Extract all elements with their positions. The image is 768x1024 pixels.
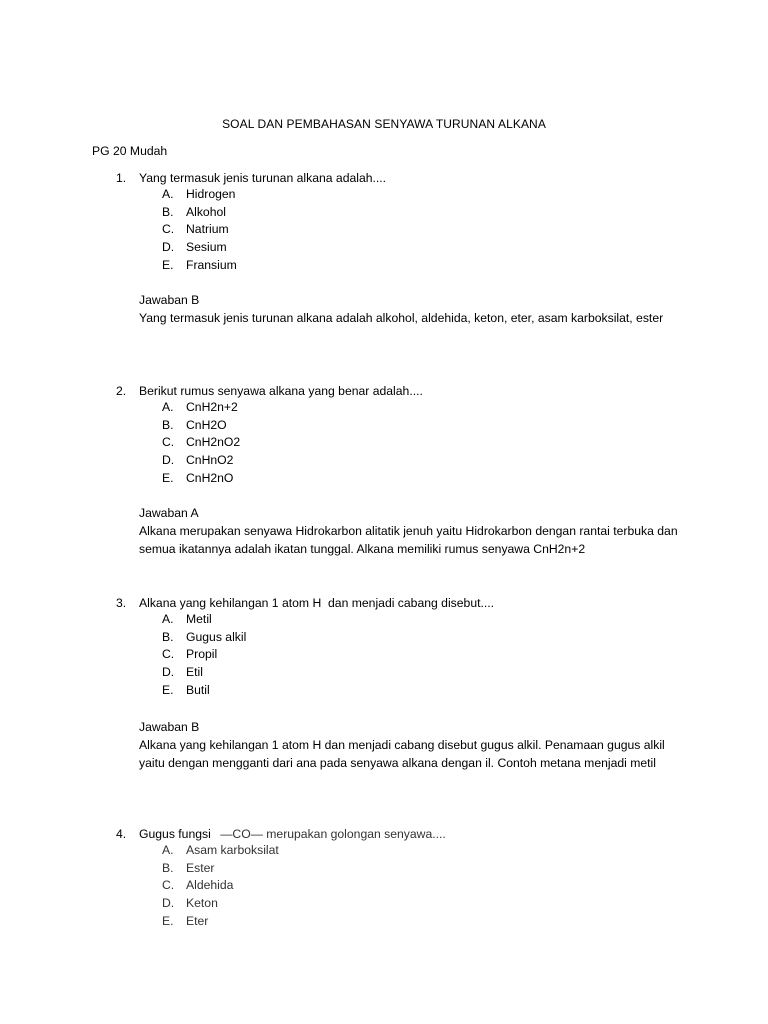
option: A. Metil <box>162 612 212 626</box>
option: E. CnH2nO <box>162 470 234 485</box>
question-text: Yang termasuk jenis turunan alkana adalah.... <box>139 171 387 185</box>
option: C. Aldehida <box>162 878 234 893</box>
option: C. Propil <box>162 647 218 662</box>
answer-label: Jawaban B <box>139 293 200 307</box>
option: B. Ester <box>162 860 215 875</box>
answer-explanation: Alkana yang kehilangan 1 atom H dan menjadi cabang disebut gugus alkil. Penamaan gugus alkil yaitu dengan mengganti dari ana pada senyawa alkana dengan il. Contoh metana menjadi metil <box>139 738 665 770</box>
question-number: 3. <box>116 596 127 610</box>
option: B. Alkohol <box>162 204 226 219</box>
answer-explanation: Yang termasuk jenis turunan alkana adalah alkohol, aldehida, keton, eter, asam karboksilat, ester <box>139 311 664 325</box>
section-heading: PG 20 Mudah <box>92 144 168 158</box>
option: D. Etil <box>162 665 203 680</box>
option: D. Keton <box>162 896 218 911</box>
option: B. CnH2O <box>162 417 227 432</box>
question-text-suffix: —CO— merupakan golongan senyawa.... <box>220 827 446 841</box>
options-list <box>162 399 240 487</box>
option: E. Fransium <box>162 257 237 272</box>
answer-block <box>139 504 679 558</box>
question-number: 1. <box>116 171 127 185</box>
option: C. Natrium <box>162 222 229 237</box>
option: A. Asam karboksilat <box>162 843 279 857</box>
options-list <box>162 842 279 930</box>
option: C. CnH2nO2 <box>162 435 241 450</box>
question-text: Alkana yang kehilangan 1 atom H dan menjadi cabang disebut.... <box>139 596 495 610</box>
answer-label: Jawaban B <box>139 720 200 734</box>
answer-explanation: Alkana merupakan senyawa Hidrokarbon alitatik jenuh yaitu Hidrokarbon dengan rantai terbuka dan semua ikatannya adalah ikatan tunggal. Alkana memiliki rumus senyawa CnH2n+2 <box>139 524 678 556</box>
options-list <box>162 611 246 699</box>
option: B. Gugus alkil <box>162 629 247 644</box>
question-text-prefix: Gugus fungsi <box>139 827 211 841</box>
option: A. CnH2n+2 <box>162 400 238 414</box>
option: D. Sesium <box>162 240 227 255</box>
options-list <box>162 186 237 274</box>
answer-block <box>139 291 679 327</box>
question-number: 2. <box>116 384 127 398</box>
answer-label: Jawaban A <box>139 506 199 520</box>
document-title: SOAL DAN PEMBAHASAN SENYAWA TURUNAN ALKANA <box>222 117 546 131</box>
question-number: 4. <box>116 827 127 841</box>
option: E. Butil <box>162 682 210 697</box>
answer-block <box>139 718 679 772</box>
option: D. CnHnO2 <box>162 453 234 468</box>
question-text: Berikut rumus senyawa alkana yang benar adalah.... <box>139 384 423 398</box>
option: A. Hidrogen <box>162 187 236 201</box>
question-text <box>139 827 446 841</box>
option: E. Eter <box>162 913 209 928</box>
